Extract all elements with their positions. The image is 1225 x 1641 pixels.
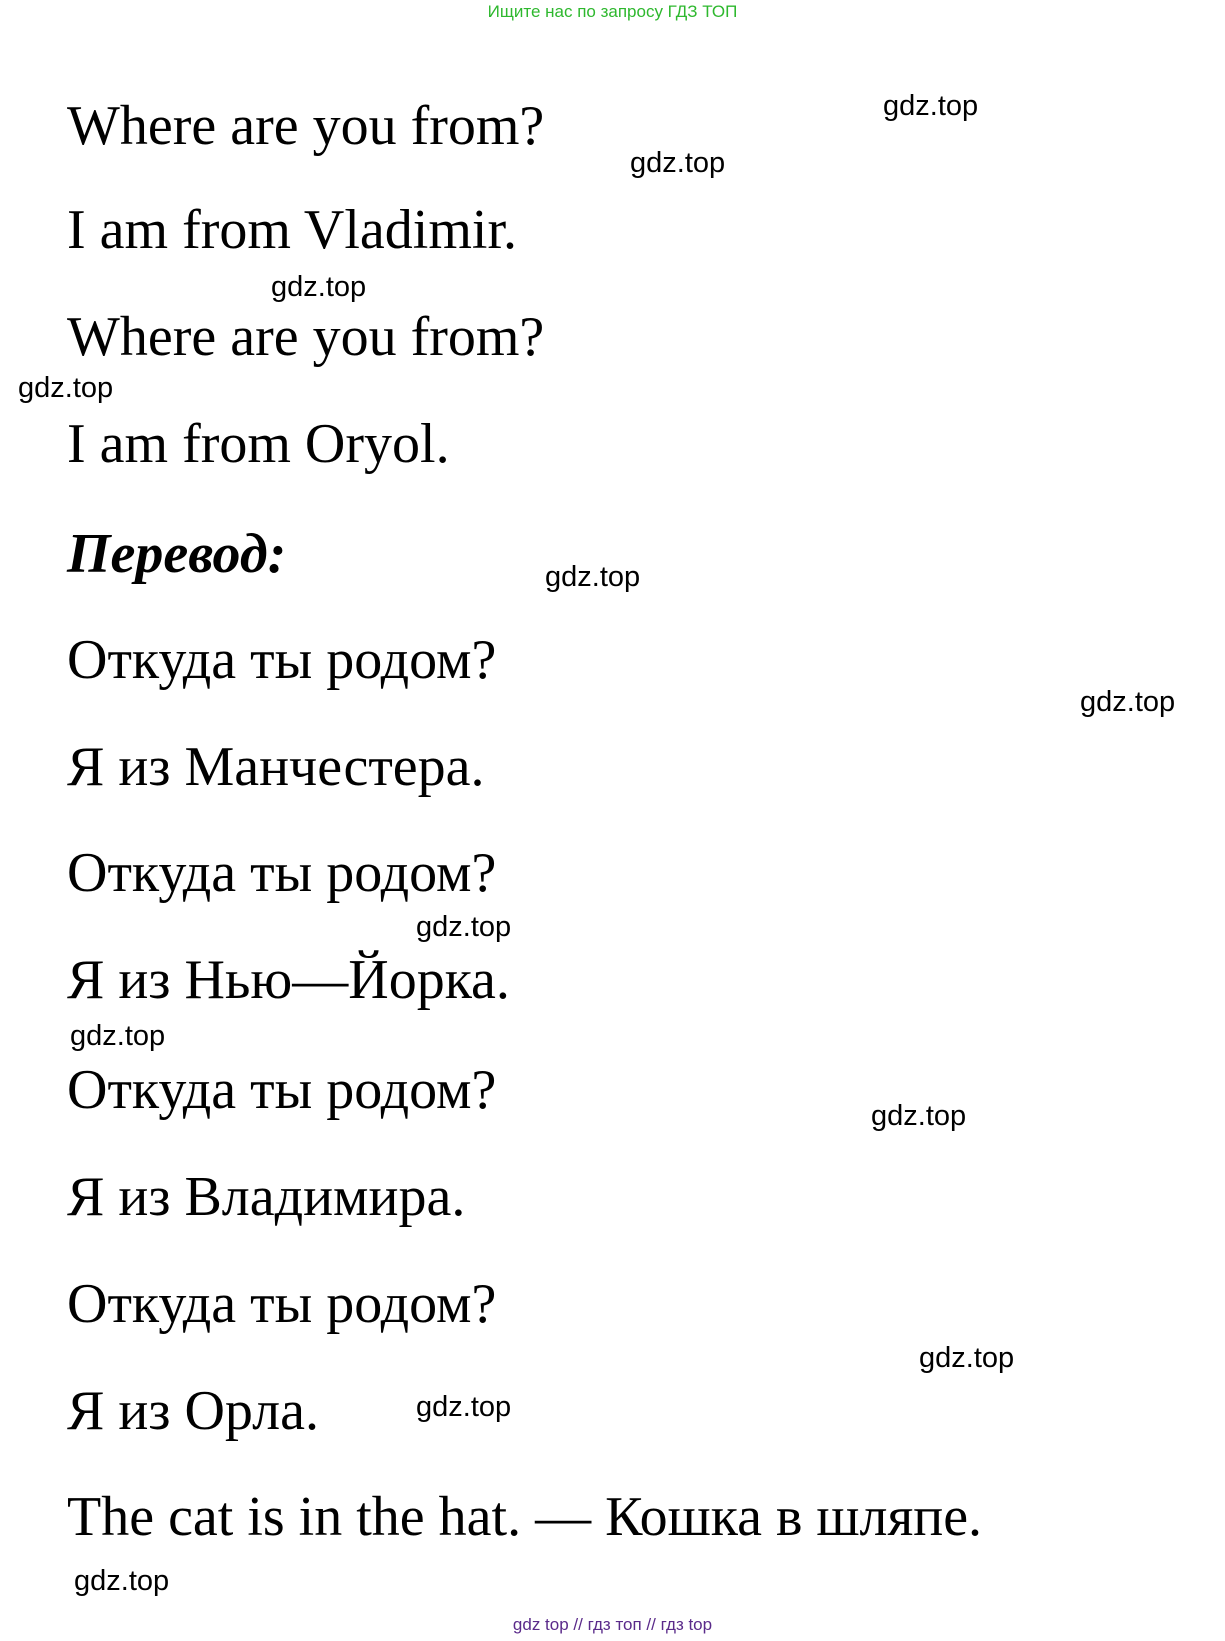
top-banner: Ищите нас по запросу ГДЗ ТОП <box>487 2 738 21</box>
text-line: Where are you from? <box>67 95 545 157</box>
bottom-footer: gdz top // гдз топ // гдз top <box>512 1615 713 1634</box>
text-line: I am from Vladimir. <box>67 199 517 261</box>
translation-heading: Перевод: <box>67 523 287 585</box>
watermark-text: gdz.top <box>416 911 512 943</box>
text-line: Я из Манчестера. <box>67 736 485 798</box>
watermark-text: gdz.top <box>18 372 114 404</box>
watermark-text: gdz.top <box>1080 686 1176 718</box>
watermark-text: gdz.top <box>74 1565 170 1597</box>
text-line: Where are you from? <box>67 306 545 368</box>
text-line: Я из Владимира. <box>67 1166 466 1228</box>
text-line: Откуда ты родом? <box>67 1059 497 1121</box>
watermark-text: gdz.top <box>70 1020 166 1052</box>
watermark-text: gdz.top <box>883 90 979 122</box>
watermark-text: gdz.top <box>271 271 367 303</box>
watermark-text: gdz.top <box>416 1391 512 1423</box>
text-line: Я из Нью—Йорка. <box>67 949 510 1011</box>
text-line: Я из Орла. <box>67 1380 319 1442</box>
watermark-text: gdz.top <box>545 561 641 593</box>
text-line: I am from Oryol. <box>67 413 450 475</box>
text-line: Откуда ты родом? <box>67 842 497 904</box>
watermark-text: gdz.top <box>919 1342 1015 1374</box>
text-line: Откуда ты родом? <box>67 1273 497 1335</box>
text-line: The cat is in the hat. — Кошка в шляпе. <box>67 1486 983 1548</box>
watermark-text: gdz.top <box>630 147 726 179</box>
text-line: Откуда ты родом? <box>67 629 497 691</box>
watermark-text: gdz.top <box>871 1100 967 1132</box>
